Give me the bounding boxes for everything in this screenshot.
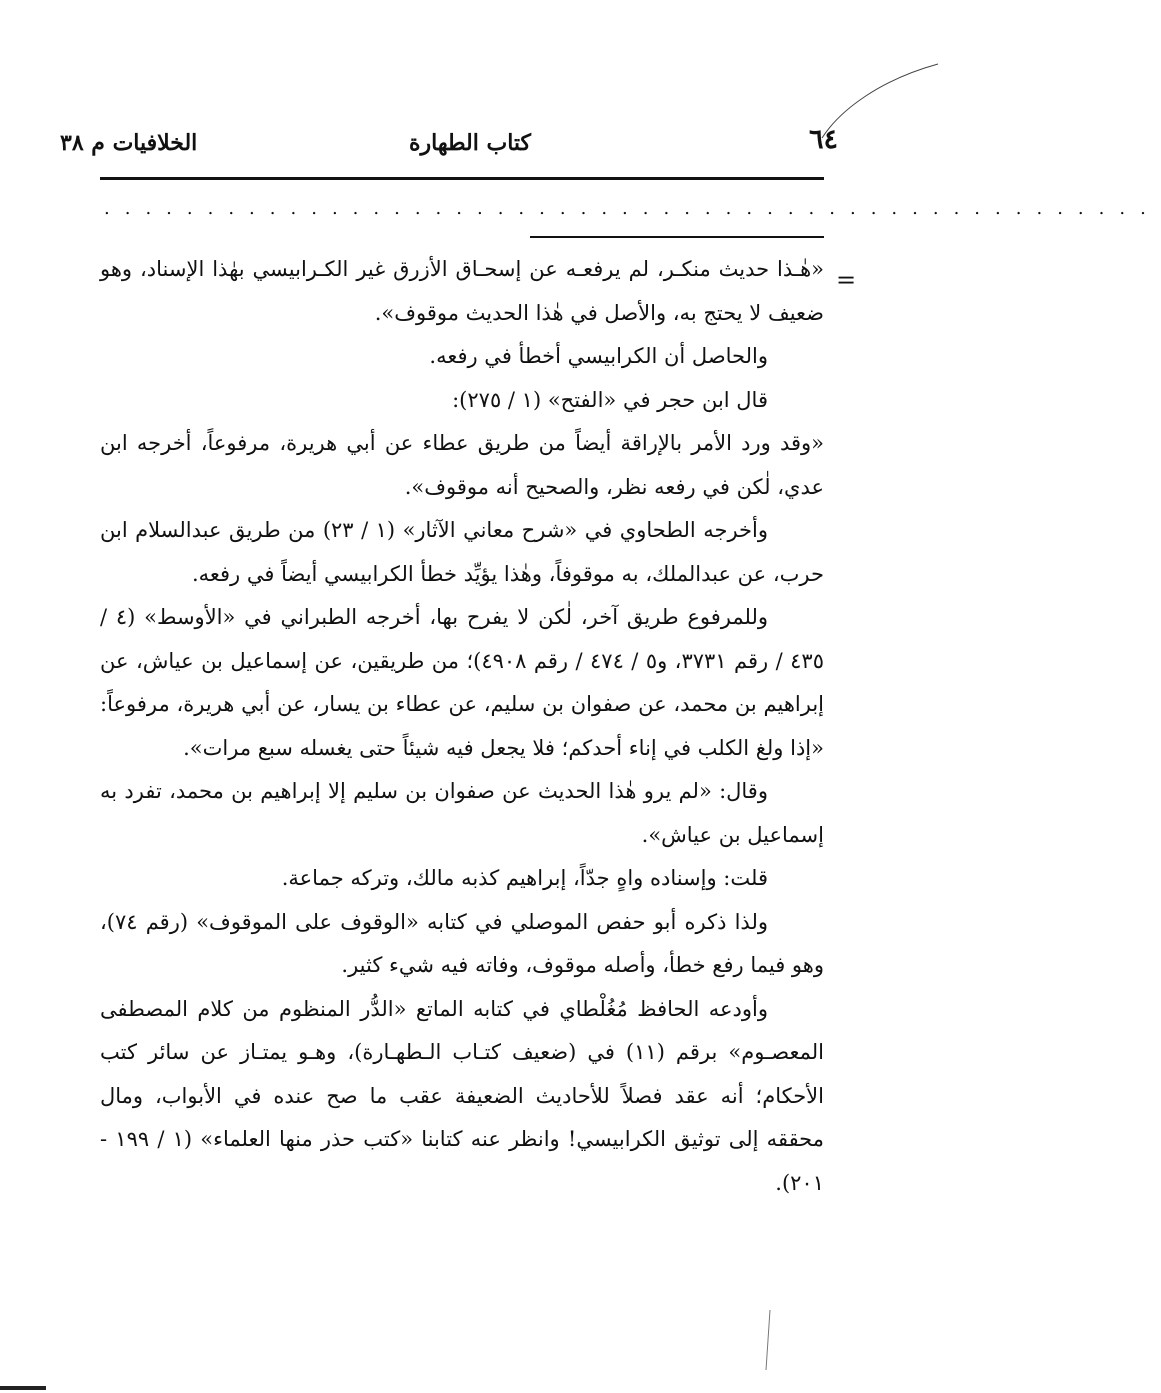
paragraph: قال ابن حجر في «الفتح» (١ / ٢٧٥): [452, 387, 768, 412]
page-number: ٦٤ [808, 124, 838, 155]
running-head: الخلافيات م ٣٨ [60, 130, 198, 156]
paragraph: والحاصل أن الكرابيسي أخطأ في رفعه. [429, 344, 768, 368]
scan-stroke [820, 60, 940, 140]
footnote-text [100, 248, 824, 1205]
header-rule [100, 177, 824, 180]
scan-margin-mark [764, 1310, 774, 1370]
paragraph: «وقد ورد الأمر بالإراقة أيضاً من طريق عطاء عن أبي هريرة، مرفوعاً، أخرجه ابن عدي، لٰكن في رفعه نظر، والصحيح أنه موقوف». [100, 431, 824, 499]
footnote-rule [530, 236, 824, 238]
paragraph: وللمرفوع طريق آخر، لٰكن لا يفرح بها، أخرجه الطبراني في «الأوسط» (٤ / ٤٣٥ / رقم ٣٧٣١، و٥ / ٤٧٤ / رقم ٤٩٠٨)؛ من طريقين، عن إسماعيل بن عياش، عن إبراهيم بن محمد، عن صفوان بن سليم، عن عطاء بن يسار، عن أبي هريرة، مرفوعاً: «إذا ولغ الكلب في إناء أحدكم؛ فلا يجعل فيه شيئاً حتى يغسله سبع مرات». [100, 605, 824, 760]
paragraph: وأخرجه الطحاوي في «شرح معاني الآثار» (١ / ٢٣) من طريق عبدالسلام ابن حرب، عن عبدالملك، به موقوفاً، وهٰذا يؤيِّد خطأ الكرابيسي أيضاً في رفعه. [100, 518, 824, 586]
scan-edge [0, 1386, 46, 1390]
continuation-mark: = [836, 266, 857, 294]
paragraph: قلت: وإسناده واهٍ جدّاً، إبراهيم كذبه مالك، وتركه جماعة. [281, 866, 768, 890]
dotted-separator: ................................................... [104, 198, 1161, 219]
paragraph: وقال: «لم يرو هٰذا الحديث عن صفوان بن سليم إلا إبراهيم بن محمد، تفرد به إسماعيل بن عياش». [100, 779, 824, 847]
paragraph: ولذا ذكره أبو حفص الموصلي في كتابه «الوقوف على الموقوف» (رقم ٧٤)، وهو فيما رفع خطأ، وأصله موقوف، وفاته فيه شيء كثير. [100, 909, 824, 977]
paragraph: «هٰـذا حديث منكـر، لم يرفعـه عن إسحـاق الأزرق غير الكـرابيسي بهٰذا الإسناد، وهو ضعيف لا يحتج به، والأصل في هٰذا الحديث موقوف». [100, 257, 824, 325]
paragraph: وأودعه الحافظ مُغُلْطاي في كتابه الماتع «الدُّر المنظوم من كلام المصطفى المعصـوم» برقم (١١) في (ضعيف كتـاب الـطهـارة)، وهـو يمتـاز عن سائر كتب الأحكام؛ أنه عقد فصلاً للأحاديث الضعيفة عقب ما صح عنده في الأبواب، ومال محققه إلى توثيق الكرابيسي! وانظر عنه كتابنا «كتب حذر منها العلماء» (١ / ١٩٩ - ٢٠١). [100, 996, 824, 1195]
book-title: كتاب الطهارة [408, 130, 532, 156]
